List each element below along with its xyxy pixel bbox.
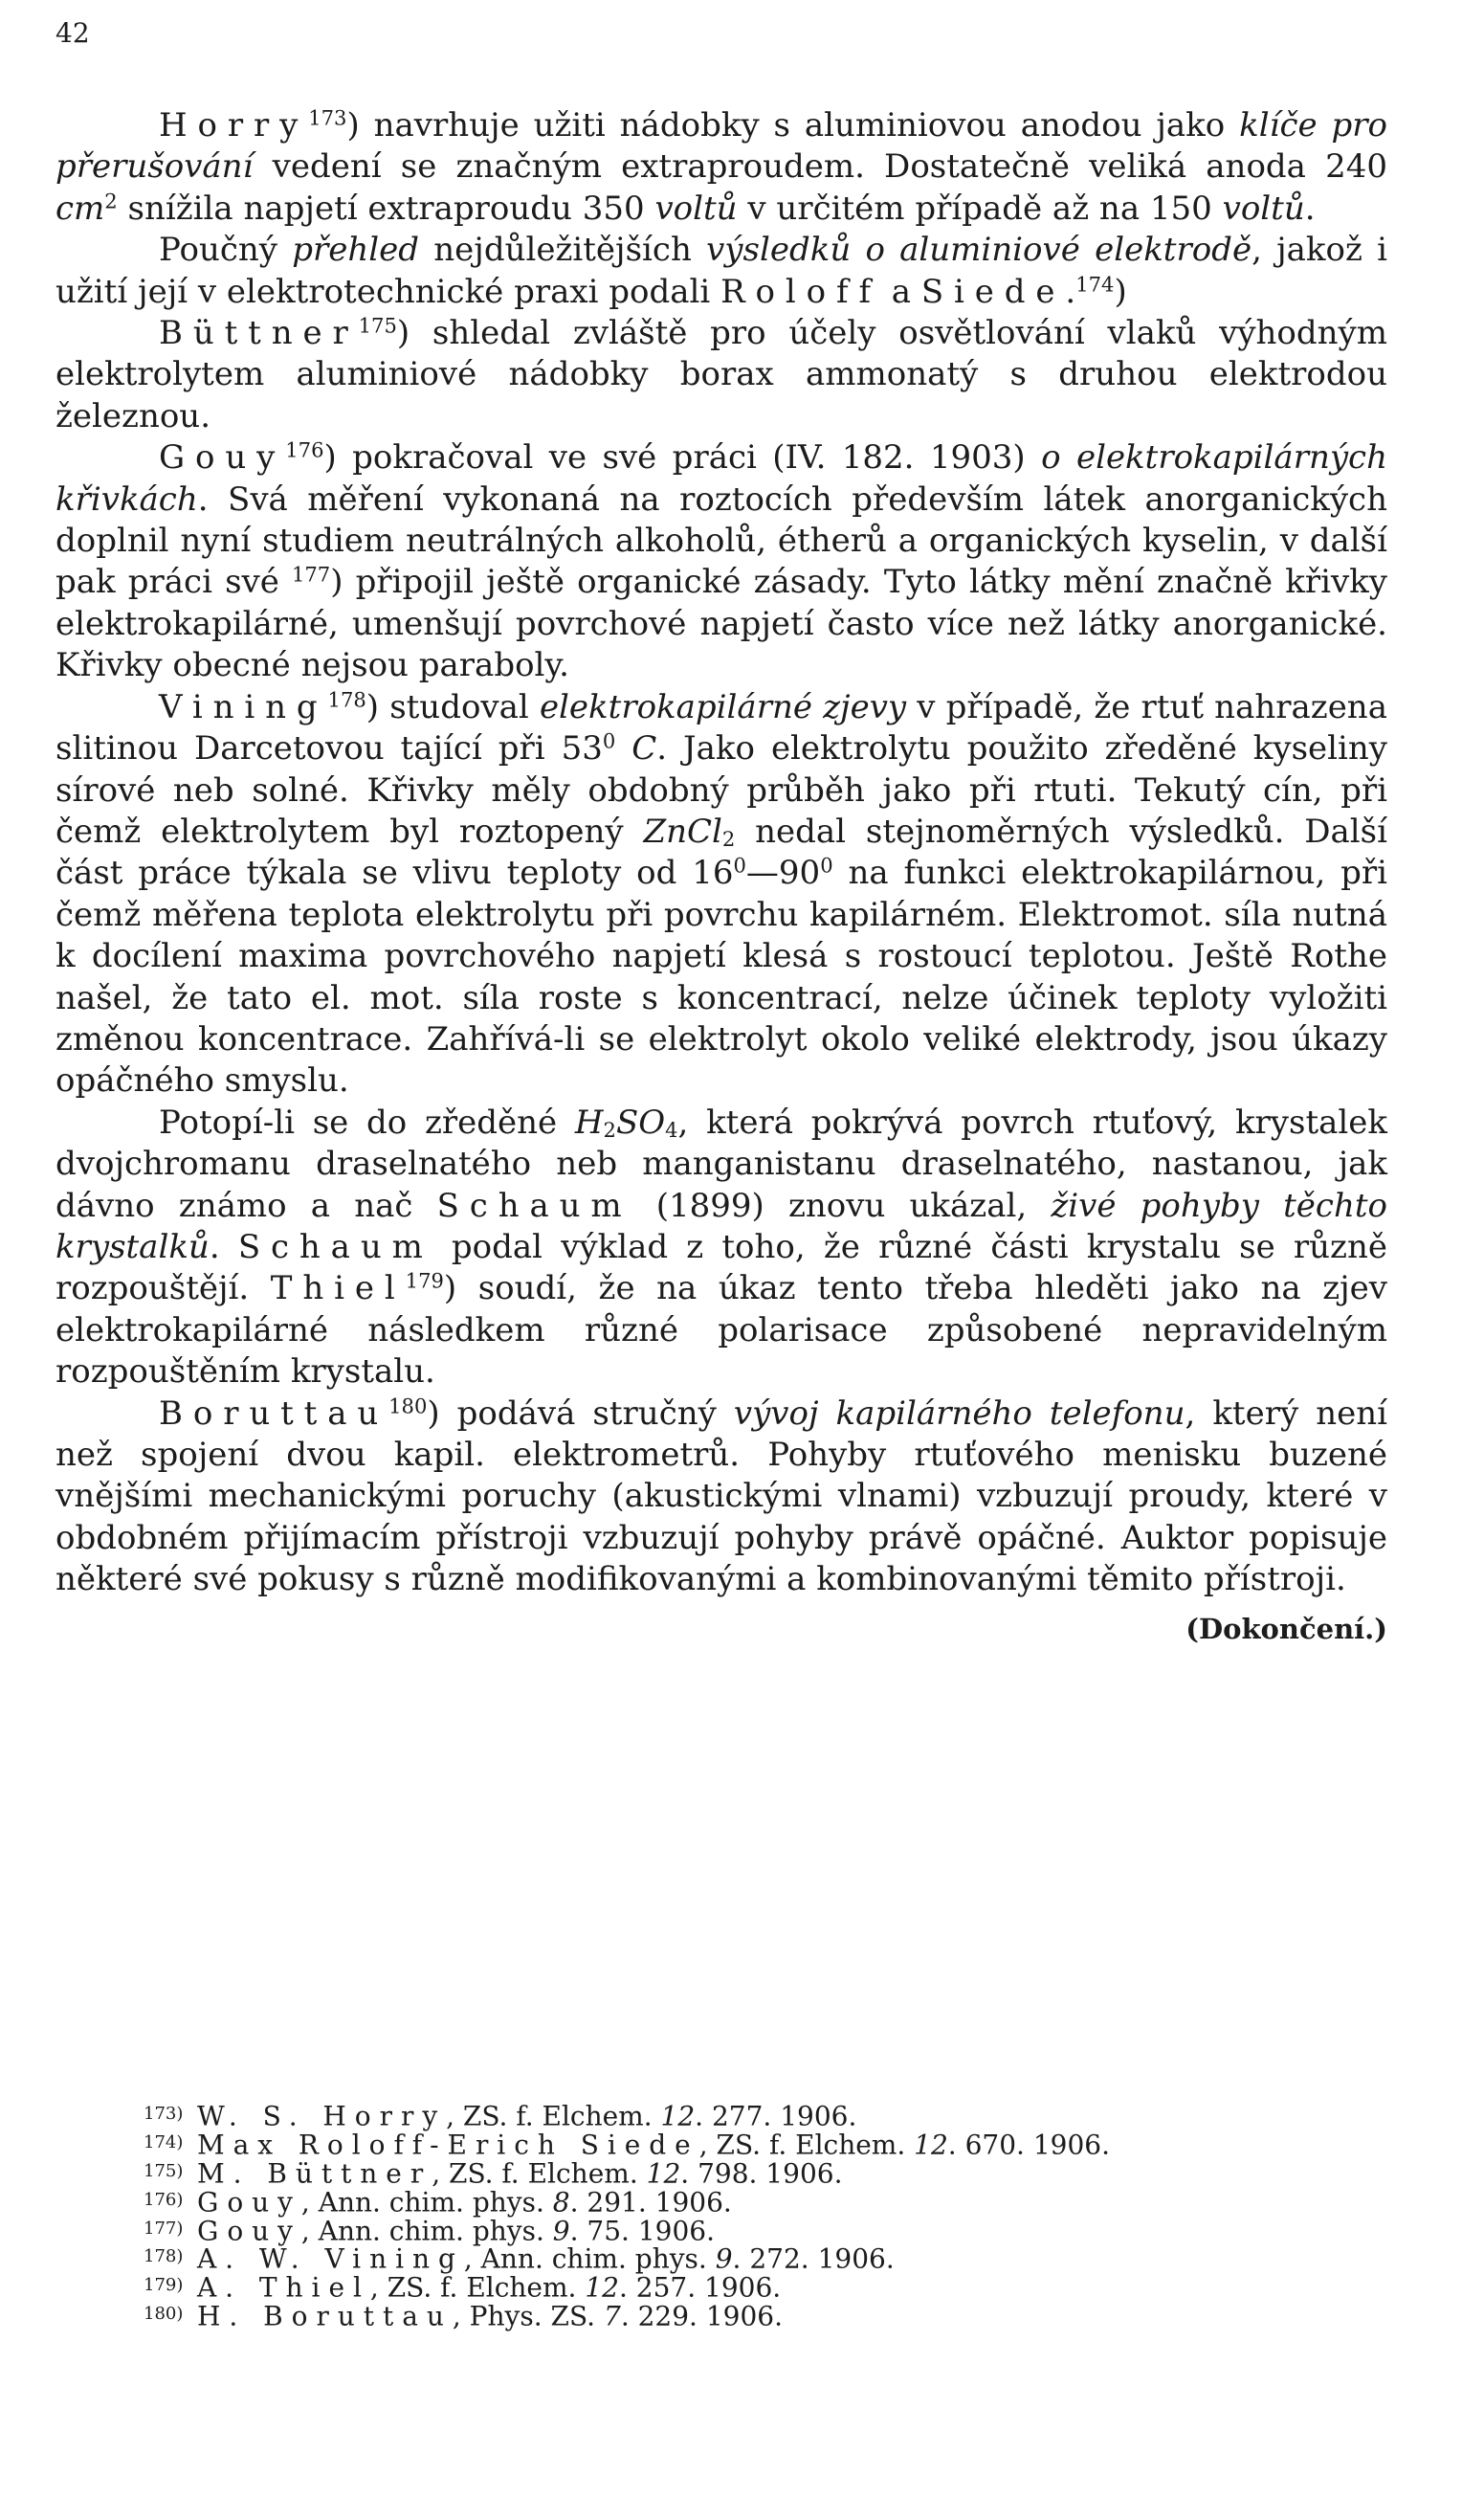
author-name: Schaum <box>436 1186 632 1225</box>
author-name: Roloff <box>720 272 881 311</box>
footnote: 180) H. Boruttau, Phys. ZS. 7. 229. 1906. <box>144 2300 784 2332</box>
paragraph-schaum-thiel: Potopí-li se do zředěné $H_2SO_4$, která pokrývá povrch rtuťový, krystalek dvojchromanu draselnatého neb manganistanu draselnatého, nastanou, jak dávno známo a nač Schaum (1899) znovu ukázal, živé pohyby těchto krystalků. Schaum podal výklad z toho, že různé části krystalu se různě rozpouštějí. Thiel$^{179}$) soudí, že na úkaz tento třeba hleděti jako na zjev elektrokapilárné následkem různé polarisace způsobené nepravidelným rozpouštěním krystalu. <box>55 1103 1388 1392</box>
article-body <box>55 105 1387 1650</box>
footnote: 173) W. S. Horry, ZS. f. Elchem. 12. 277. 1906. <box>144 2100 857 2132</box>
author-name: Horry <box>159 106 309 145</box>
footnote-number: 175) <box>144 2160 184 2181</box>
footnotes <box>144 2101 1110 2330</box>
footnote-number: 176) <box>144 2189 184 2210</box>
footnote-ref: 178 <box>327 687 366 712</box>
paragraph-buttner: Büttner$^{175}$) shledal zvláště pro účely osvětlování vlaků výhodným elektrolytem aluminiové nádobky borax ammonatý s druhou elektrodou železnou. <box>55 313 1387 435</box>
author-name: Büttner <box>159 314 359 353</box>
author-name: Schaum <box>237 1227 433 1266</box>
footnote-number: 174) <box>144 2131 184 2152</box>
paragraph-gouy: Gouy$^{176}$) pokračoval ve své práci (IV. 182. 1903) o elektrokapilárných křivkách. Svá měření vykonaná na roztocích především látek anorganických doplnil nyní studiem neutrálných alkoholů, étherů a organických kyselin, v další pak práci své $^{177}$) připojil ještě organické zásady. Tyto látky mění značně křivky elektrokapilárné, umenšují povrchové napjetí často více než látky anorganické. Křivky obecné nejsou paraboly. <box>55 437 1388 685</box>
footnote: 174) Max Roloff-Erich Siede, ZS. f. Elchem. 12. 670. 1906. <box>144 2129 1110 2161</box>
footnote: 176) Gouy, Ann. chim. phys. 8. 291. 1906. <box>144 2185 732 2218</box>
footnote-number: 173) <box>144 2104 184 2124</box>
footnote-number: 179) <box>144 2275 184 2296</box>
footnote: 179) A. Thiel, ZS. f. Elchem. 12. 257. 1906. <box>144 2271 782 2304</box>
footnote-ref: 177 <box>291 562 331 587</box>
page-number: 42 <box>55 17 90 49</box>
author-name: Siede <box>920 272 1066 311</box>
paragraph-boruttau: Boruttau$^{180}$) podává stručný vývoj kapilárného telefonu, který není než spojení dvou kapil. elektrometrů. Pohyby rtuťového menisku buzené vnějšími mechanickými poruchy (akustickými vlnami) vzbuzují proudy, které v obdobném přijímacím přístroji vzbuzují pohyby právě opáčné. Auktor popisuje některé své pokusy s různě modifikovanými a kombinovanými těmito přístroji. (Dokončení.) <box>55 1394 1387 1601</box>
footnote-ref: 180 <box>388 1394 428 1417</box>
paragraph-vining: Vining$^{178}$) studoval elektrokapilárné zjevy v případě, že rtuť nahrazena slitinou Darcetovou tající při $53^0$ C. Jako elektrolytu použito zředěné kyseliny sírové neb solné. Křivky měly obdobný průběh jako při rtuti. Tekutý cín, při čemž elektrolytem byl roztopený ZnCl$_2$ nedal stejnoměrných výsledků. Další část práce týkala se vlivu teploty od $16^0—90^0$ na funkci elektrokapilárnou, při čemž měřena teplota elektrolytu při povrchu kapilárném. Elektromot. síla nutná k docílení maxima povrchového napjetí klesá s rostoucí teplotou. Ještě Rothe našel, že tato el. mot. síla roste s koncentrací, nelze účinek teploty vyložiti změnou koncentrace. Zahřívá-li se elektrolyt okolo veliké elektrody, jsou úkazy opáčného smyslu. <box>55 687 1388 1101</box>
footnote: 178) A. W. Vining, Ann. chim. phys. 9. 272. 1906. <box>144 2242 895 2275</box>
footnote-ref: 175 <box>358 313 397 338</box>
footnote: 177) Gouy, Ann. chim. phys. 9. 75. 1906. <box>144 2214 715 2246</box>
author-name: Thiel <box>270 1269 406 1308</box>
footnote-ref: 176 <box>285 437 324 462</box>
footnote-ref: 173 <box>308 105 347 130</box>
author-name: Boruttau <box>159 1394 389 1433</box>
footnote-ref: 174 <box>1075 272 1115 297</box>
continued-note: (Dokončení.) <box>1185 1612 1387 1645</box>
footnote-number: 178) <box>144 2246 184 2267</box>
author-name: Gouy <box>159 438 286 478</box>
footnote-ref: 179 <box>405 1268 444 1293</box>
footnote-number: 180) <box>144 2304 184 2325</box>
paragraph-roloff-siede: Poučný přehled nejdůležitějších výsledků o aluminiové elektrodě, jakož i užití její v elektrotechnické praxi podali Roloff a Siede.$^{174}$) <box>55 231 1388 311</box>
author-name: Vining <box>159 687 328 726</box>
footnote-number: 177) <box>144 2218 184 2239</box>
footnote: 175) M. Büttner, ZS. f. Elchem. 12. 798. 1906. <box>144 2157 843 2190</box>
paragraph-horry: Horry$^{173}$) navrhuje užiti nádobky s aluminiovou anodou jako klíče pro přerušování vedení se značným extraproudem. Dostatečně veliká anoda 240 $cm^2$ snížila napjetí extraproudu 350 voltů v určitém případě až na 150 voltů. <box>55 105 1388 228</box>
